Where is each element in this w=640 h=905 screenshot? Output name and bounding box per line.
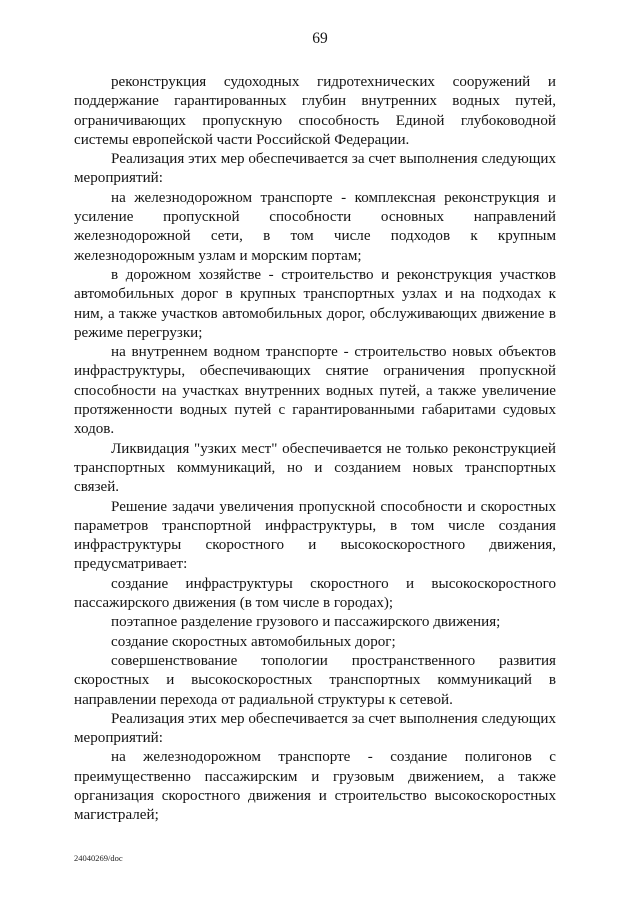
paragraph: поэтапное разделение грузового и пассажирского движения; <box>111 614 501 631</box>
paragraph: на железнодорожном транспорте - создание полигонов с преимущественно пассажирским и грузовым движением, а также организация скоростного движения и строительство высокоскоростных магистралей; <box>74 749 556 824</box>
paragraph: создание скоростных автомобильных дорог; <box>111 633 396 650</box>
paragraph: Реализация этих мер обеспечивается за счет выполнения следующих мероприятий: <box>74 151 556 187</box>
paragraph: в дорожном хозяйстве - строительство и реконструкция участков автомобильных дорог в крупных транспортных узлах и на подходах к ним, а также участков автомобильных дорог, обслуживающих движение в режиме перегрузки; <box>74 266 556 341</box>
paragraph: создание инфраструктуры скоростного и высокоскоростного пассажирского движения (в том числе в городах); <box>74 575 556 612</box>
paragraph: на внутреннем водном транспорте - строительство новых объектов инфраструктуры, обеспечивающих снятие ограничения пропускной способности на участках внутренних водных путей, а также увеличение протяженности водных путей с гарантированными габаритами судовых ходов. <box>74 344 556 438</box>
document-code: 24040269/doc <box>74 853 123 863</box>
paragraph: Ликвидация "узких мест" обеспечивается не только реконструкцией транспортных коммуникаций, но и созданием новых транспортных связей. <box>74 440 556 496</box>
paragraph: Реализация этих мер обеспечивается за счет выполнения следующих мероприятий: <box>74 710 556 747</box>
paragraph: Решение задачи увеличения пропускной способности и скоростных параметров транспортной инфраструктуры, в том числе создания инфраструктуры скоростного и высокоскоростного движения, предусматривает: <box>74 498 556 573</box>
paragraph: совершенствование топологии пространственного развития скоростных и высокоскоростных транспортных коммуникаций в направлении перехода от радиальной структуры к сетевой. <box>74 652 556 708</box>
paragraph: на железнодорожном транспорте - комплексная реконструкция и усиление пропускной способности основных направлений железнодорожной сети, в том числе подходов к крупным железнодорожным узлам и морским портам; <box>74 189 556 264</box>
page-number: 69 <box>312 30 328 47</box>
paragraph: реконструкция судоходных гидротехнических сооружений и поддержание гарантированных глубин внутренних водных путей, ограничивающих пропускную способность Единой глубоководной системы европейской части Российской Федерации. <box>74 74 556 148</box>
document-body <box>74 73 556 826</box>
